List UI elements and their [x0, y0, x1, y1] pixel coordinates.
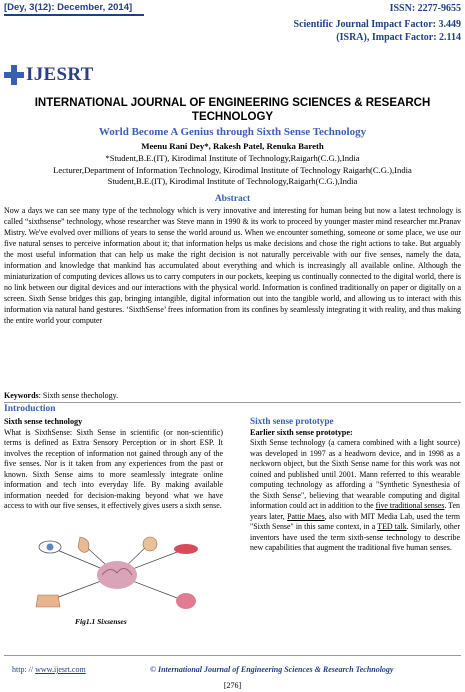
paper-title: World Become A Genius through Sixth Sense Technology — [98, 126, 367, 138]
plus-icon — [4, 65, 24, 85]
abstract-text: Now a days we can see many type of the technology which is very innovative and interesting for human being but now a latest technology is called “sixthsense” technology, whose researcher was Steve mann in 1990 & its work to proceed by younger master mind researcher mr.Pranav Mistry. We've evolved over millions of years to sense the world around us. When we encounter something, someone or some place, we use our five natural senses to perceive information about it; that information helps us make decisions and chose the right actions to take. But arguably the most useful information that can help us make the right decision is not naturally perceivable with our five senses, namely the data, information and knowledge that mankind has accumulated about everything and which is increasingly all available online. Although the miniaturization of computing devices allows us to carry computers in our pockets, keeping us continually connected to the digital world, there is no link between our digital devices and our interactions with the physical world. Information is confined traditionally on paper or digitally on a screen. Sixth Sense bridges this gap, bringing intangible, digital information out into the tangible world, and allowing us to interact with this information via natural hand gestures. ‘SixthSense’ frees information from its confines by seamlessly integrating it with reality, and thus making the entire world your computer — [4, 206, 461, 325]
introduction-text: What is SixthSense: Sixth Sense in scientific (or non-scientific) terms is defined as Extra Sensory Perception or in short ESP. It involves the reception of information not gained through any of the five senses. Nor is it taken from any experiences from the past or known. Sixth Sense aims to more seamlessly integrate online information and tech into everyday life. By making available information needed for decision-making beyond what we have access to with our five senses, it effectively gives users a sixth sense. — [4, 427, 223, 510]
hand-icon — [36, 595, 60, 607]
affiliation-3: Student,B.E.(IT), Kirodimal Institute of Technology,Raigarh(C.G.),India — [107, 176, 358, 186]
prototype-text: Sixth Sense technology (a camera combined with a light source) was developed in 1997 as a headworn device, and in 1998 as a neckworn object, but the Sixth Sense name for this work was not coined and published until 2001. Mann referred to this wearable computing technology as affording a "Synthetic Synesthesia of the Sixth Sense", believing that wearable computing and digital information could act in addition to the five traditional senses. Ten years later, Pattie Maes, also with MIT Media Lab, used the term "Sixth Sense" in this same context, in a TED talk. Similarly, other inventors have used the term sixth-sense technology to describe new capabilities that augment the traditional five human senses. — [250, 438, 460, 552]
affiliations — [0, 153, 465, 188]
keywords-text: : Sixth sense thechology. — [38, 391, 119, 400]
affiliation-2: Lecturer,Department of Information Technology, Kirodimal Institute of Technology Raigarh(C.G.),India — [53, 164, 412, 175]
nose-icon — [143, 537, 157, 551]
keywords — [4, 391, 118, 400]
website-link[interactable]: www.ijesrt.com — [35, 665, 86, 674]
impact-factor-sjif: Scientific Journal Impact Factor: 3.449 — [293, 19, 461, 30]
ted-talk-link[interactable]: TED talk — [377, 522, 407, 531]
sixth-senses-figure — [20, 535, 215, 615]
header-rule-left — [4, 14, 144, 16]
keywords-label: Keywords — [4, 391, 39, 400]
sixth-sense-technology-subheading: Sixth sense technology — [4, 417, 83, 426]
right-column — [250, 416, 460, 554]
journal-logo — [4, 64, 94, 86]
brain-icon — [97, 561, 137, 589]
tongue-icon — [176, 593, 196, 609]
page-header — [0, 0, 465, 42]
section-divider — [4, 402, 461, 403]
figure-caption: Fig1.1 Sixsenses — [75, 617, 127, 626]
paper-authors: Meenu Rani Dey*, Rakesh Patel, Renuka Bareth — [141, 141, 324, 151]
issue-info: [Dey, 3(12): December, 2014] — [4, 2, 133, 13]
journal-title-line2: TECHNOLOGY — [191, 111, 274, 123]
journal-title — [0, 96, 465, 124]
abstract-heading: Abstract — [214, 194, 251, 204]
affiliation-1: *Student,B.E.(IT), Kirodimal Institute of Technology,Raigarh(C.G.),India — [105, 153, 360, 163]
footer-copyright: © International Journal of Engineering Sciences & Research Technology — [150, 665, 394, 674]
five-senses-link[interactable]: five traditional senses — [375, 501, 445, 510]
pattie-maes-link[interactable]: Pattie Maes — [287, 511, 325, 521]
ear-icon — [78, 537, 89, 552]
prototype-heading: Sixth sense prototype — [250, 416, 334, 426]
prototype-subheading: Earlier sixth sense prototype: — [250, 427, 353, 437]
introduction-heading: Introduction — [4, 404, 56, 414]
page-number: [276] — [223, 681, 242, 690]
footer-url: http: // www.ijesrt.com — [12, 665, 86, 674]
footer-divider — [4, 655, 461, 656]
issn: ISSN: 2277-9655 — [389, 3, 461, 14]
logo-text: IJESRT — [26, 64, 94, 85]
left-column — [4, 417, 223, 512]
journal-metrics — [294, 2, 461, 44]
journal-title-line1: INTERNATIONAL JOURNAL OF ENGINEERING SCIENCES & RESEARCH — [34, 97, 431, 109]
lips-icon — [174, 544, 198, 554]
impact-factor-isra: (ISRA), Impact Factor: 2.114 — [336, 32, 461, 43]
